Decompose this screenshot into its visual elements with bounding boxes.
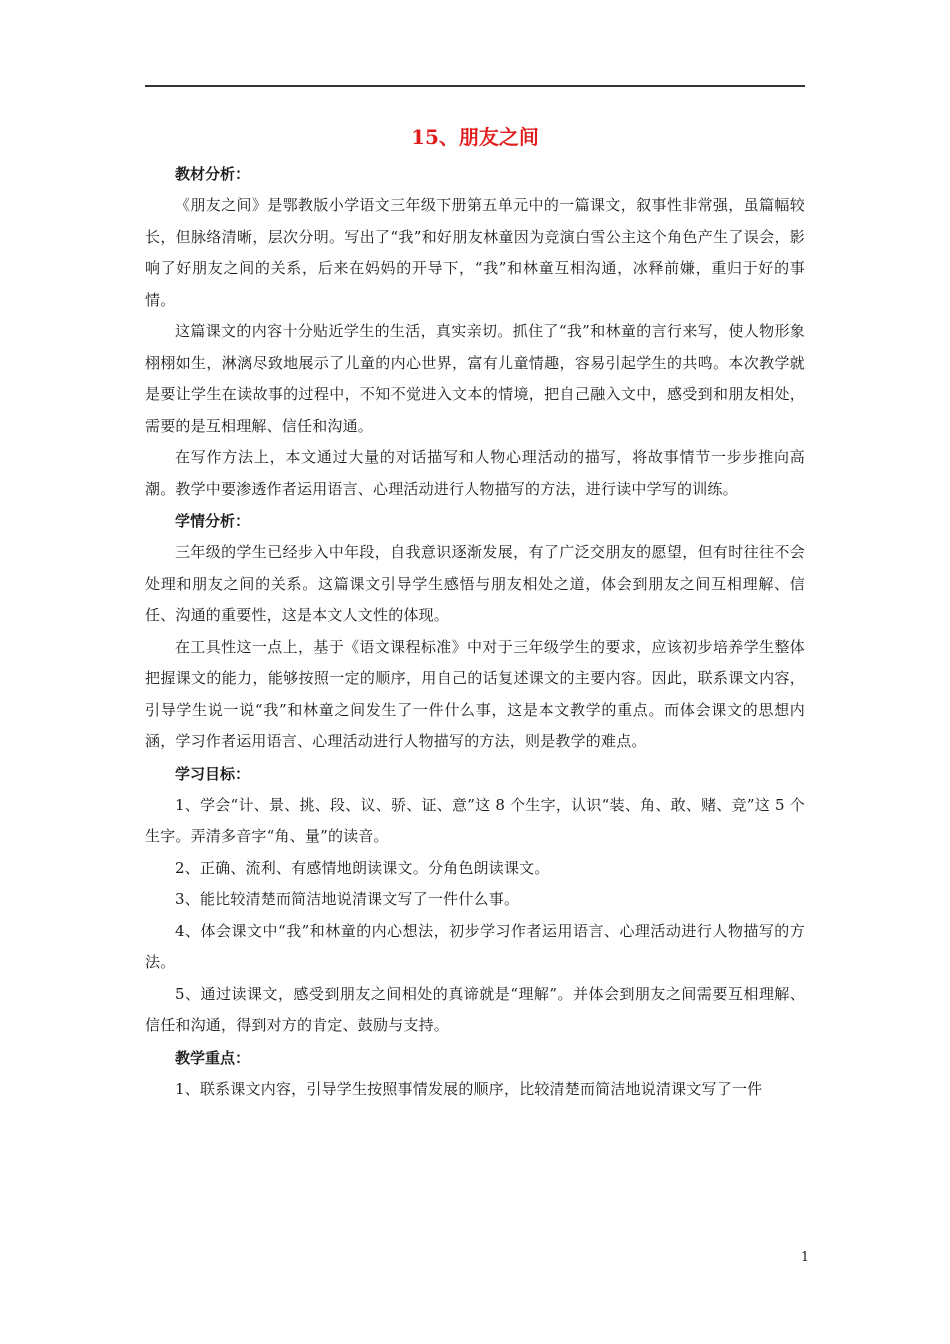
objective-item: 3、能比较清楚而简洁地说清课文写了一件什么事。 [175, 890, 520, 908]
objective-item: 2、正确、流利、有感情地朗读课文。分角色朗读课文。 [175, 858, 550, 877]
section-heading: 教材分析： [175, 165, 251, 183]
section-heading: 教学重点： [175, 1048, 251, 1067]
objective-item: 5、通过读课文，感受到朋友之间相处的真谛就是“理解”。并体会到朋友之间需要互相理解、信任和沟通，得到对方的肯定、鼓励与支持。 [145, 984, 805, 1034]
objective-item: 1、学会“计、景、挑、段、议、骄、证、意”这 8 个生字，认识“装、角、敢、赌、竞”这 5 个生字。弄清多音字“角、量”的读音。 [145, 795, 805, 845]
document-body [145, 158, 805, 1105]
paragraph: 三年级的学生已经步入中年段，自我意识逐渐发展，有了广泛交朋友的愿望，但有时往往不会处理和朋友之间的关系。这篇课文引导学生感悟与朋友相处之道，体会到朋友之间互相理解、信任、沟通的重要性，这是本文人文性的体现。 [145, 543, 805, 624]
paragraph: 在工具性这一点上，基于《语文课程标准》中对于三年级学生的要求，应该初步培养学生整体把握课文的能力，能够按照一定的顺序，用自己的话复述课文的主要内容。因此，联系课文内容，引导学生说一说“我”和林童之间发生了一件什么事，这是本文教学的重点。而体会课文的思想内涵，学习作者运用语言、心理活动进行人物描写的方法，则是教学的难点。 [145, 637, 805, 750]
section-heading: 学情分析： [175, 512, 251, 530]
paragraph: 《朋友之间》是鄂教版小学语文三年级下册第五单元中的一篇课文，叙事性非常强，虽篇幅较长，但脉络清晰，层次分明。写出了“我”和好朋友林童因为竞演白雪公主这个角色产生了误会，影响了好朋友之间的关系，后来在妈妈的开导下，“我”和林童互相沟通，冰释前嫌，重归于好的事情。 [145, 196, 805, 309]
focus-item: 1、联系课文内容，引导学生按照事情发展的顺序，比较清楚而简洁地说清课文写了一件 [175, 1079, 763, 1098]
paragraph: 在写作方法上，本文通过大量的对话描写和人物心理活动的描写，将故事情节一步步推向高潮。教学中要渗透作者运用语言、心理活动进行人物描写的方法，进行读中学写的训练。 [145, 448, 805, 498]
paragraph: 这篇课文的内容十分贴近学生的生活，真实亲切。抓住了“我”和林童的言行来写，使人物形象栩栩如生，淋漓尽致地展示了儿童的内心世界，富有儿童情趣，容易引起学生的共鸣。本次教学就是要让学生在读故事的过程中，不知不觉进入文本的情境，把自己融入文中，感受到和朋友相处，需要的是互相理解、信任和沟通。 [145, 322, 805, 435]
header-rule [145, 85, 805, 87]
section-textbook-analysis [145, 158, 805, 505]
page-number: 1 [800, 1250, 810, 1265]
section-heading: 学习目标： [175, 764, 251, 783]
section-learning-objectives [145, 758, 805, 1042]
objective-item: 4、体会课文中“我”和林童的内心想法，初步学习作者运用语言、心理活动进行人物描写的方法。 [145, 921, 805, 971]
section-learner-analysis [145, 505, 805, 758]
section-teaching-focus [145, 1042, 805, 1106]
document-title: 15、朋友之间 [411, 125, 539, 149]
